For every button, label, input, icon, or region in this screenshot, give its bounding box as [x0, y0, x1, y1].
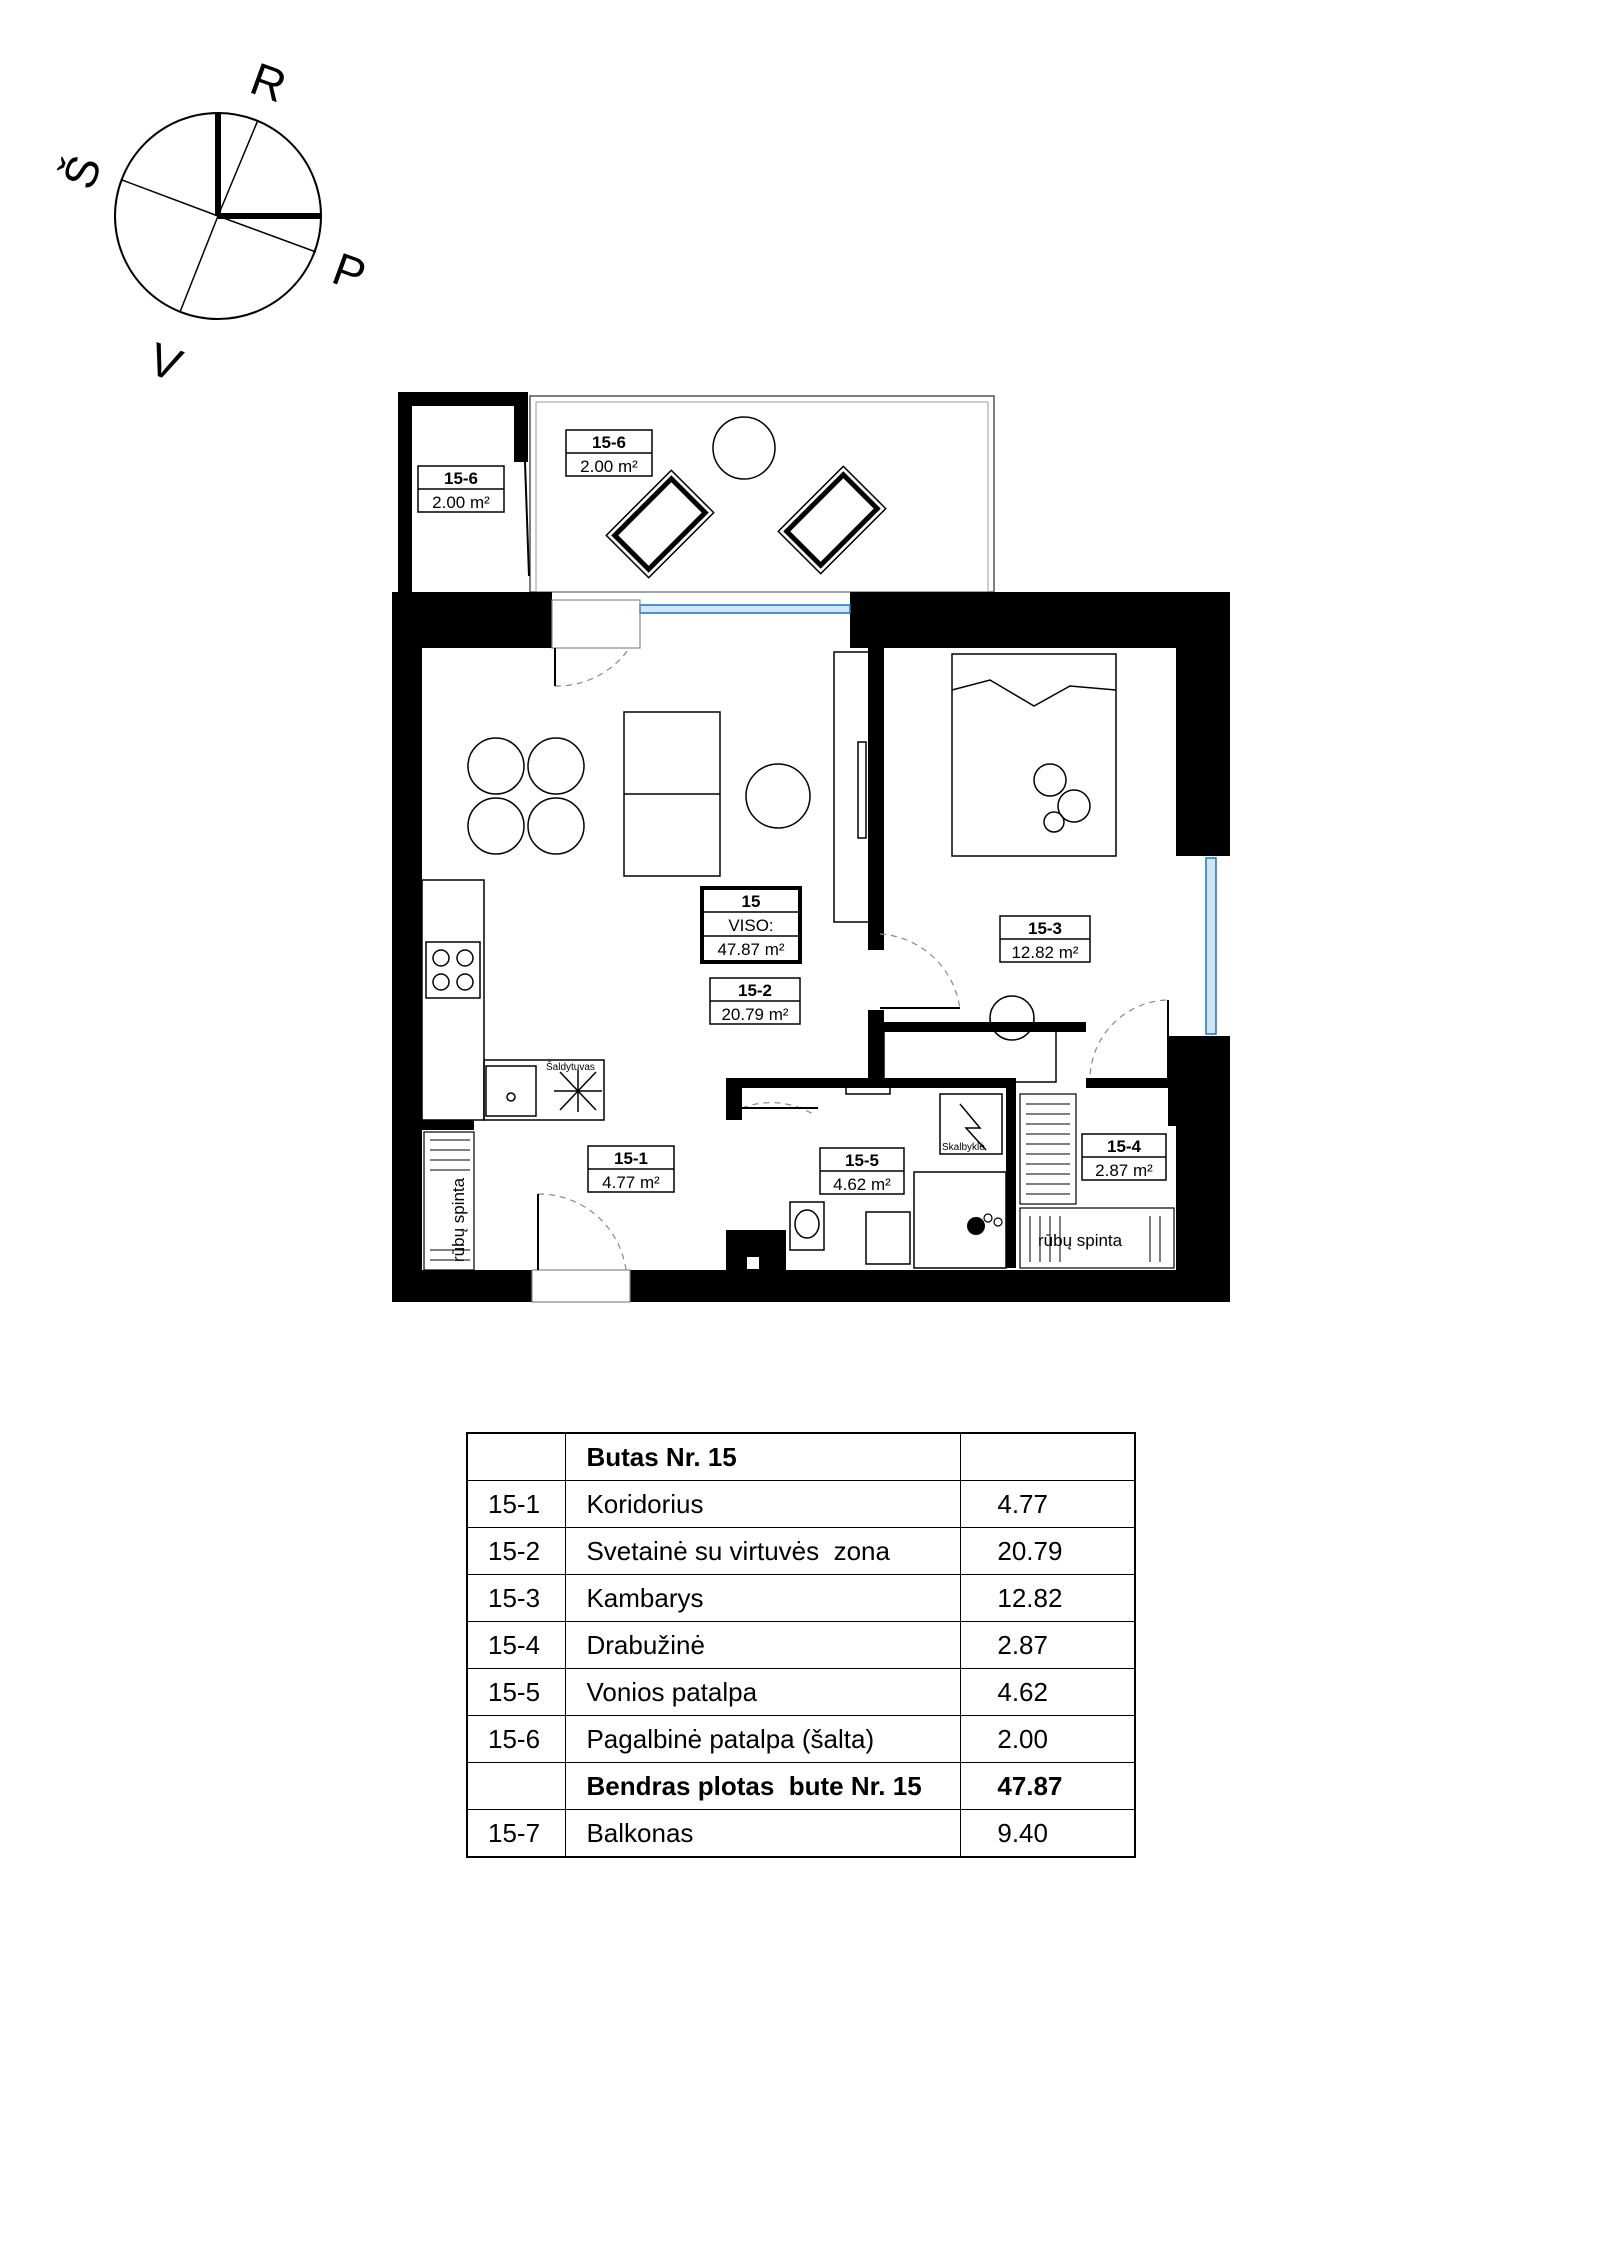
table-row — [467, 1575, 1135, 1622]
room-tag-bedroom — [1000, 916, 1090, 962]
room-id: 15-2 — [737, 981, 773, 1000]
row-area: 12.82 — [961, 1575, 1135, 1622]
room-area: 20.79 m² — [721, 1005, 789, 1024]
row-area: 9.40 — [961, 1810, 1135, 1858]
total-area: 47.87 — [961, 1763, 1135, 1810]
row-code: 15-3 — [467, 1575, 566, 1622]
washer-label: Skalbyklė — [942, 1142, 985, 1153]
room-tag-balcony-storage — [418, 466, 504, 512]
compass — [52, 52, 372, 391]
row-name: Pagalbinė patalpa (šalta) — [566, 1716, 961, 1763]
total-label: Bendras plotas bute Nr. 15 — [566, 1763, 961, 1810]
row-code: 15-6 — [467, 1716, 566, 1763]
row-area: 2.00 — [961, 1716, 1135, 1763]
compass-east: P — [326, 242, 373, 302]
row-name: Kambarys — [566, 1575, 961, 1622]
row-area: 2.87 — [961, 1622, 1135, 1669]
total-id: 15 — [741, 892, 761, 911]
row-code: 15-5 — [467, 1669, 566, 1716]
row-area: 4.77 — [961, 1481, 1135, 1528]
row-name: Koridorius — [566, 1481, 961, 1528]
table-cell — [467, 1763, 566, 1810]
room-id: 15-4 — [1106, 1137, 1142, 1156]
compass-south: V — [142, 332, 189, 392]
row-code: 15-4 — [467, 1622, 566, 1669]
lounge-chair-icon — [778, 466, 885, 573]
row-code: 15-7 — [467, 1810, 566, 1858]
lounge-chair-icon — [606, 470, 713, 577]
area-table — [466, 1432, 1136, 1858]
table-row — [467, 1716, 1135, 1763]
room-area: 2.00 m² — [432, 493, 490, 512]
total-area-tag — [702, 888, 800, 962]
kitchen-counter — [422, 880, 604, 1120]
coffee-table-icon — [746, 764, 810, 828]
table-row — [467, 1810, 1135, 1858]
fridge-label: Šaldytuvas — [546, 1062, 595, 1073]
room-tag-bathroom — [820, 1148, 904, 1194]
room-id: 15-6 — [443, 469, 479, 488]
closet-label-wardrobe: rūbų spinta — [1038, 1231, 1123, 1250]
row-code: 15-2 — [467, 1528, 566, 1575]
row-area: 4.62 — [961, 1669, 1135, 1716]
table-title: Butas Nr. 15 — [566, 1433, 961, 1481]
table-row — [467, 1481, 1135, 1528]
sofa-icon — [624, 712, 720, 876]
toilet-paper-icon — [967, 1214, 1002, 1235]
compass-north: R — [244, 52, 294, 113]
room-tag-balcony — [566, 430, 652, 476]
dining-set — [468, 738, 584, 854]
table-row — [467, 1622, 1135, 1669]
row-name: Drabužinė — [566, 1622, 961, 1669]
table-cell — [467, 1433, 566, 1481]
walls — [392, 592, 1230, 1302]
row-area: 20.79 — [961, 1528, 1135, 1575]
bed-icon — [952, 654, 1116, 856]
room-tag-corridor — [588, 1146, 674, 1192]
row-name: Svetainė su virtuvės zona — [566, 1528, 961, 1575]
room-area: 2.00 m² — [580, 457, 638, 476]
compass-west: Š — [52, 148, 112, 196]
room-area: 4.62 m² — [833, 1175, 891, 1194]
table-header-row — [467, 1433, 1135, 1481]
room-id: 15-6 — [591, 433, 627, 452]
total-area: 47.87 m² — [717, 940, 785, 959]
room-area: 4.77 m² — [602, 1173, 660, 1192]
table-row — [467, 1669, 1135, 1716]
room-tag-wardrobe — [1082, 1134, 1166, 1180]
row-name: Balkonas — [566, 1810, 961, 1858]
row-code: 15-1 — [467, 1481, 566, 1528]
room-tag-living — [710, 978, 800, 1024]
room-area: 12.82 m² — [1011, 943, 1079, 962]
total-label: VISO: — [728, 916, 774, 935]
window — [640, 605, 1216, 1034]
table-cell — [961, 1433, 1135, 1481]
closet-label-corridor: rūbų spinta — [449, 1177, 468, 1262]
table-total-row — [467, 1763, 1135, 1810]
room-id: 15-3 — [1027, 919, 1063, 938]
round-table-icon — [713, 417, 775, 479]
room-area: 2.87 m² — [1095, 1161, 1153, 1180]
tv-cabinet — [834, 652, 870, 922]
room-id: 15-5 — [844, 1151, 880, 1170]
room-id: 15-1 — [613, 1149, 649, 1168]
table-row — [467, 1528, 1135, 1575]
row-name: Vonios patalpa — [566, 1669, 961, 1716]
